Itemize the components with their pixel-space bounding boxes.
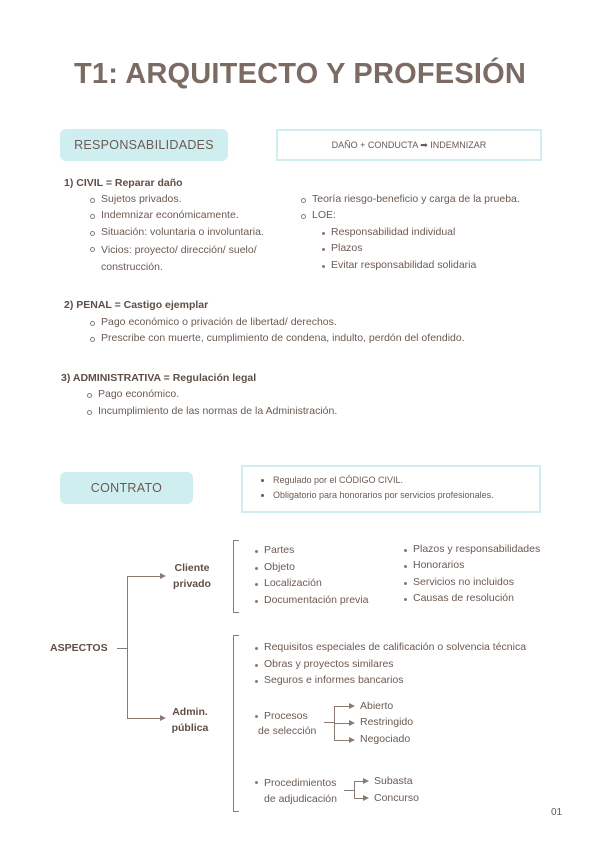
contrato-label: CONTRATO [60, 472, 193, 504]
arrow-abierto [349, 703, 355, 709]
contrato-box-item-1: • Regulado por el CÓDIGO CIVIL. [273, 473, 539, 488]
loe-item-2: Plazos [331, 242, 363, 254]
admin-item-3: Seguros e informes bancarios [264, 674, 404, 686]
procedimientos-branch [354, 781, 355, 799]
admin-bracket [233, 635, 234, 812]
administrativa-heading: 3) ADMINISTRATIVA = Regulación legal [61, 372, 257, 384]
loe-item-1: Responsabilidad individual [331, 226, 456, 238]
page-number: 01 [551, 807, 563, 818]
formula-text: DAÑO + CONDUCTA ➡ INDEMNIZAR [331, 140, 487, 150]
penal-heading: 2) PENAL = Castigo ejemplar [64, 299, 209, 311]
aspectos-root: ASPECTOS [50, 642, 108, 654]
branch-bottom [127, 718, 161, 719]
aspectos-branch-line [127, 576, 128, 719]
civil-right-item-1: Teoría riesgo-beneficio y carga de la prueba. [312, 193, 520, 205]
arrow-cliente [160, 573, 166, 579]
arrow-restringido [349, 720, 355, 726]
procedimientos-label-2: de adjudicación [264, 793, 337, 805]
proceso-restringido: Restringido [360, 716, 414, 728]
civil-item-1: Sujetos privados. [101, 193, 182, 205]
cliente-item-4: Documentación previa [264, 594, 369, 606]
cliente-item-1: Partes [264, 544, 295, 556]
procesos-label-1: Procesos [264, 710, 308, 722]
procedimientos-connector [344, 790, 354, 791]
admin-bracket-bottom [233, 811, 239, 812]
cliente-bracket [233, 540, 234, 613]
cliente-label-2: privado [173, 578, 211, 590]
procedimiento-concurso: Concurso [374, 792, 419, 804]
cliente-bracket-top [233, 540, 239, 541]
cliente-item-3: Localización [264, 577, 322, 589]
cliente-right-item-3: Servicios no incluidos [413, 576, 514, 588]
procedimientos-label [264, 775, 337, 807]
penal-item-2: Prescribe con muerte, cumplimiento de condena, indulto, perdón del ofendido. [101, 332, 465, 344]
contrato-box-item-2: • Obligatorio para honorarios por servicios profesionales. [273, 488, 539, 503]
civil-item-4: Vicios: proyecto/ dirección/ suelo/ construcción. [101, 242, 286, 276]
arrow-concurso [363, 795, 369, 801]
procedimiento-subasta: Subasta [374, 775, 413, 787]
admin-publica-node [166, 704, 214, 736]
arrow-negociado [349, 737, 355, 743]
root-connector [117, 648, 127, 649]
proceso-negociado: Negociado [360, 733, 411, 745]
administrativa-item-2: Incumplimiento de las normas de la Administración. [98, 405, 338, 417]
cliente-privado-node [168, 560, 216, 592]
cliente-right-item-2: Honorarios [413, 559, 465, 571]
procesos-branch-2 [334, 723, 350, 724]
admin-label-2: pública [171, 722, 209, 734]
branch-top [127, 576, 161, 577]
loe-item-3: Evitar responsabilidad solidaria [331, 259, 477, 271]
civil-right-item-2: LOE: [312, 209, 336, 221]
arrow-subasta [363, 778, 369, 784]
admin-bracket-top [233, 635, 239, 636]
admin-item-2: Obras y proyectos similares [264, 658, 394, 670]
civil-heading: 1) CIVIL = Reparar daño [64, 177, 183, 189]
cliente-label-1: Cliente [174, 562, 210, 574]
procesos-label [258, 709, 317, 739]
procesos-branch-3 [334, 740, 350, 741]
contrato-box [241, 465, 541, 513]
responsabilidades-label: RESPONSABILIDADES [60, 129, 228, 161]
civil-item-2: Indemnizar económicamente. [101, 209, 239, 221]
procesos-connector [324, 722, 334, 723]
formula-box [276, 129, 542, 161]
administrativa-item-1: Pago económico. [98, 388, 180, 400]
civil-item-3: Situación: voluntaria o involuntaria. [101, 226, 264, 238]
procesos-label-2: de selección [258, 725, 317, 737]
cliente-right-item-1: Plazos y responsabilidades [413, 543, 541, 555]
procesos-branch-1 [334, 706, 350, 707]
admin-label-1: Admin. [172, 706, 208, 718]
penal-item-1: Pago económico o privación de libertad/ derechos. [101, 316, 337, 328]
procedimientos-label-1: Procedimientos [264, 777, 337, 789]
admin-item-1: Requisitos especiales de calificación o solvencia técnica [264, 641, 527, 653]
page-title: T1: ARQUITECTO Y PROFESIÓN [73, 58, 527, 90]
cliente-right-item-4: Causas de resolución [413, 592, 514, 604]
proceso-abierto: Abierto [360, 700, 394, 712]
cliente-item-2: Objeto [264, 561, 295, 573]
cliente-bracket-bottom [233, 612, 239, 613]
